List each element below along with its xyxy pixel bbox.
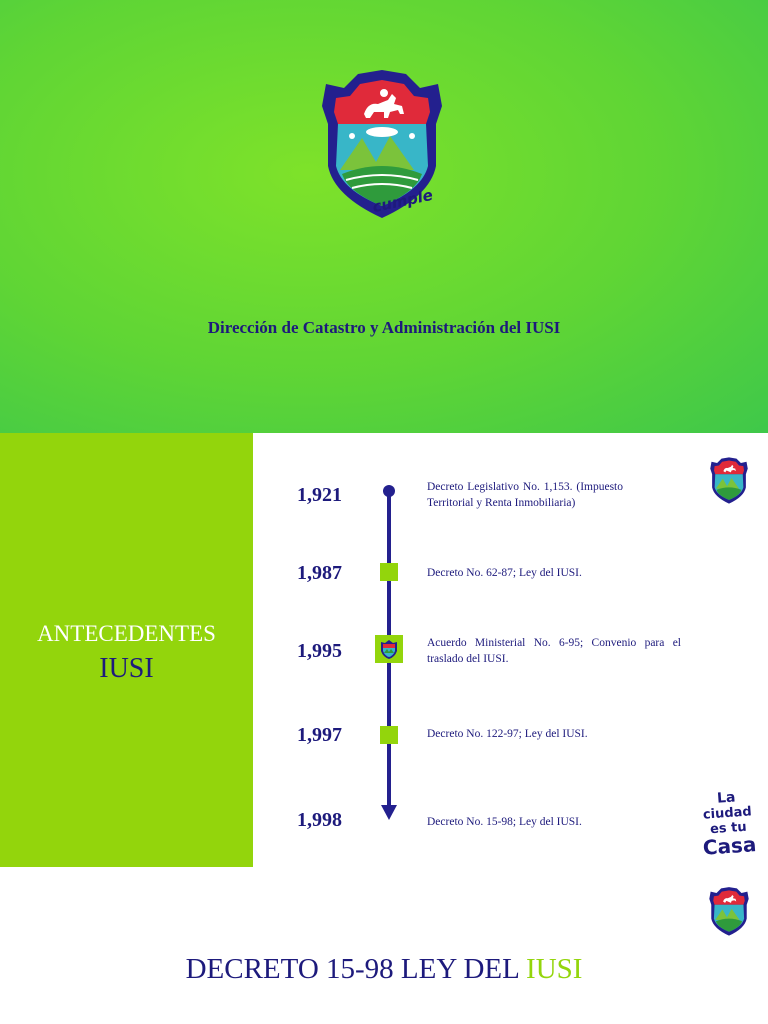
timeline-marker-1997 bbox=[380, 726, 398, 744]
logo-caption: cumple bbox=[370, 185, 435, 217]
timeline-marker-1995 bbox=[375, 635, 403, 663]
left-panel bbox=[0, 433, 253, 867]
timeline-year: 1,997 bbox=[297, 724, 342, 746]
timeline-year: 1,995 bbox=[297, 640, 342, 662]
timeline-marker-1987 bbox=[380, 563, 398, 581]
timeline-description: Decreto No. 122-97; Ley del IUSI. bbox=[427, 728, 588, 740]
slogan-line: Casa bbox=[702, 832, 758, 860]
slide-title: Dirección de Catastro y Administración del IUSI bbox=[207, 318, 561, 337]
decree-title bbox=[0, 953, 768, 986]
title-slide bbox=[0, 0, 768, 433]
mini-shield-icon bbox=[375, 635, 403, 663]
decree-slide bbox=[0, 867, 768, 1024]
section-subheading: IUSI bbox=[99, 653, 154, 684]
timeline-description: Decreto Legislativo No. 1,153. (Impuesto Territorial y Renta Inmobiliaria) bbox=[427, 481, 623, 509]
section-heading: ANTECEDENTES bbox=[37, 621, 216, 646]
timeline-description: Decreto No. 15-98; Ley del IUSI. bbox=[427, 816, 582, 828]
slogan-line: La bbox=[716, 789, 736, 807]
decree-title-main: DECRETO 15-98 LEY DEL bbox=[185, 953, 519, 985]
slogan-logo bbox=[698, 789, 758, 858]
timeline-year: 1,998 bbox=[297, 809, 342, 831]
municipal-shield-logo bbox=[708, 885, 750, 941]
timeline-year: 1,921 bbox=[297, 484, 342, 506]
timeline-arrow-icon bbox=[381, 805, 397, 820]
slogan-line: es tu bbox=[709, 819, 748, 838]
timeline-slide bbox=[0, 433, 768, 867]
timeline-description: Decreto No. 62-87; Ley del IUSI. bbox=[427, 567, 582, 579]
timeline-year: 1,987 bbox=[297, 562, 342, 584]
slogan-line: ciudad bbox=[702, 804, 753, 823]
municipal-shield-logo bbox=[709, 456, 749, 508]
timeline-start-dot bbox=[383, 485, 395, 497]
decree-title-highlight: IUSI bbox=[526, 953, 583, 985]
timeline-description: Acuerdo Ministerial No. 6-95; Convenio para el traslado del IUSI. bbox=[427, 637, 681, 665]
